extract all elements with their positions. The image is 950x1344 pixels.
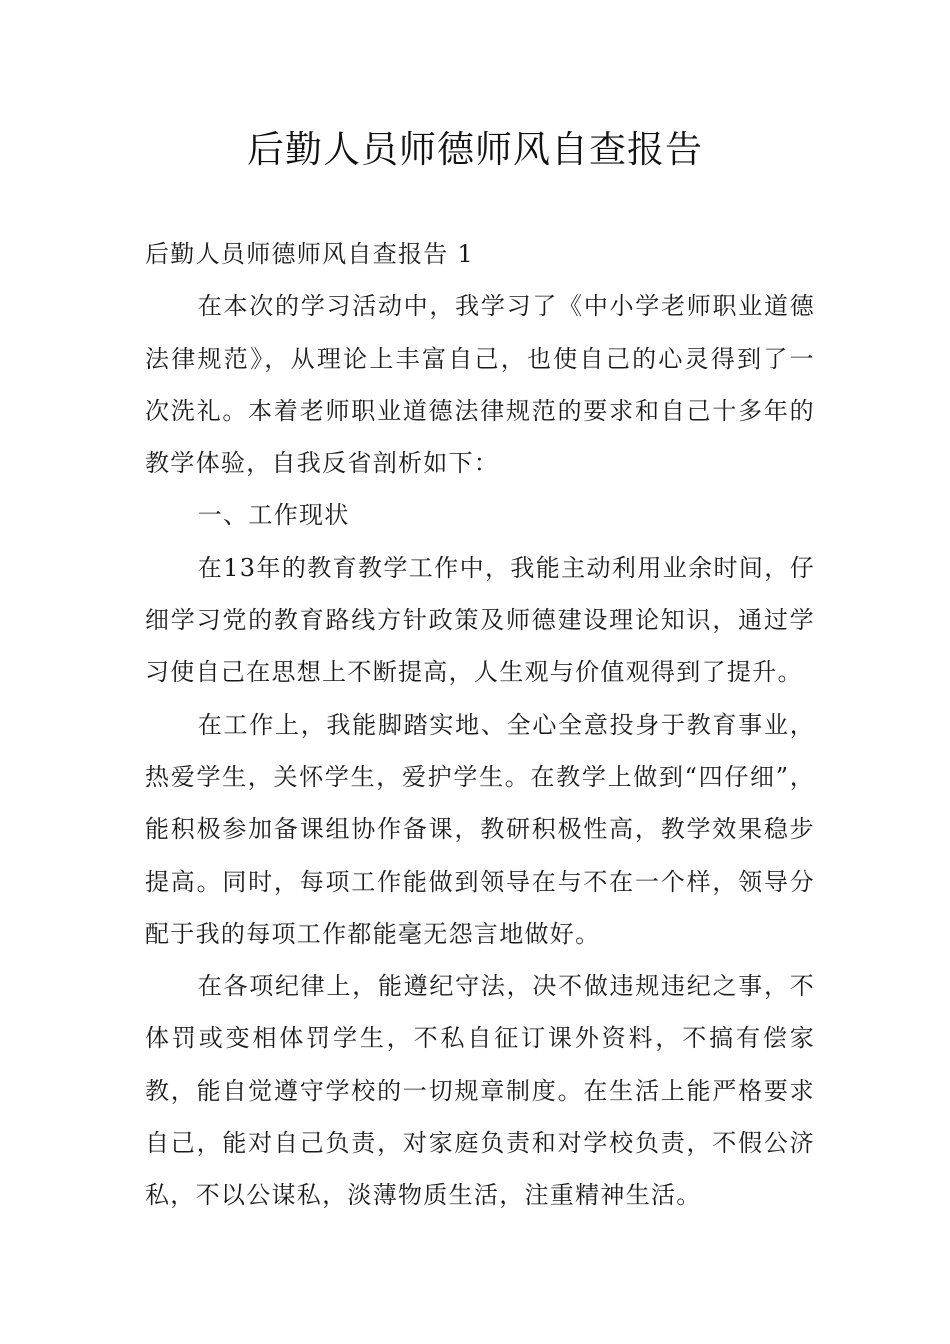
paragraph-study: 在13年的教育教学工作中，我能主动利用业余时间，仔细学习党的教育路线方针政策及师德建设理论知识，通过学习使自己在思想上不断提高，人生观与价值观得到了提升。 [145, 553, 815, 687]
paragraph-discipline: 在各项纪律上，能遵纪守法，决不做违规违纪之事，不体罚或变相体罚学生，不私自征订课外资料，不搞有偿家教，能自觉遵守学校的一切规章制度。在生活上能严格要求自己，能对自己负责，对家庭负责和对学校负责，不假公济私，不以公谋私，淡薄物质生活，注重精神生活。 [145, 972, 815, 1210]
document-title: 后勤人员师德师风自查报告 [247, 128, 703, 171]
paragraph-intro: 在本次的学习活动中，我学习了《中小学老师职业道德法律规范》，从理论上丰富自己，也使自己的心灵得到了一次洗礼。本着老师职业道德法律规范的要求和自己十多年的教学体验，自我反省剖析如下： [145, 292, 815, 478]
section-heading-work-status: 一、工作现状 [197, 501, 350, 530]
paragraph-work: 在工作上，我能脚踏实地、全心全意投身于教育事业，热爱学生，关怀学生，爱护学生。在教学上做到“四仔细”，能积极参加备课组协作备课，教研积极性高，教学效果稳步提高。同时，每项工作能做到领导在与不在一个样，领导分配于我的每项工作都能毫无怨言地做好。 [145, 710, 815, 948]
document-body [145, 228, 815, 1222]
section-subtitle: 后勤人员师德师风自查报告 1 [145, 240, 475, 268]
